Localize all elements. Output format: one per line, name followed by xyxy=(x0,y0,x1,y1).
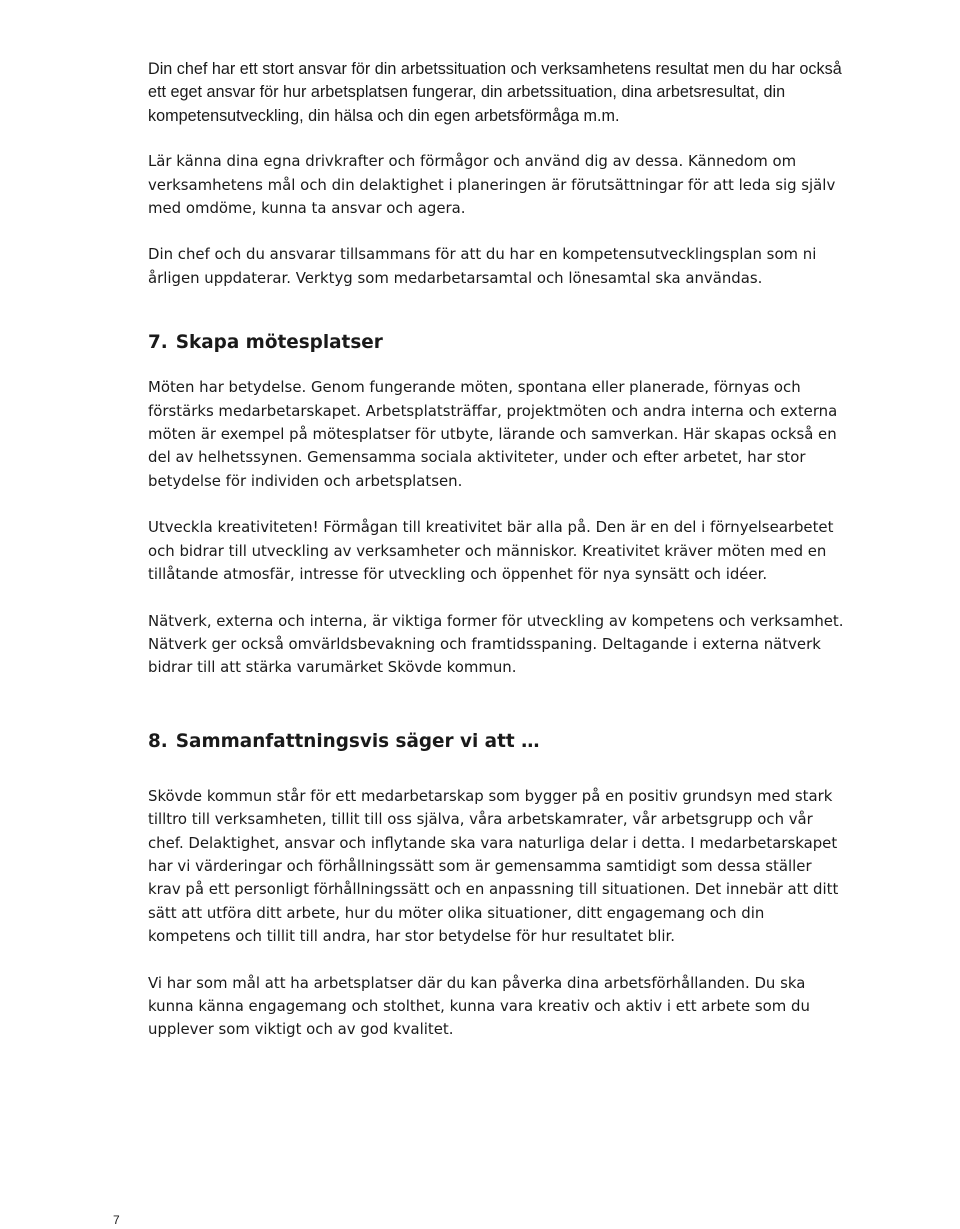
section-number: 7. xyxy=(148,332,168,354)
section-heading-8 xyxy=(148,730,848,754)
paragraph-summary: Skövde kommun står för ett medarbetarskap som bygger på en positiv grundsyn med stark tilltro till verksamheten, tillit till oss själva, våra arbetskamrater, vår arbetsgrupp och vår chef. Delaktighet, ansvar och inflytande ska vara naturliga delar i detta. I medarbetarskapet har vi värderingar och förhållningssätt som är gemensamma samtidigt som dessa ställer krav på ett personligt förhållningssätt och en anpassning till situationen. Det innebär att ditt sätt att utföra ditt arbete, hur du möter olika situationer, ditt engagemang och din kompetens och tillit till andra, har stor betydelse för hur resultatet blir. xyxy=(148,786,839,946)
paragraph-development-plan: Din chef och du ansvarar tillsammans för att du har en kompetensutvecklingsplan som ni årligen uppdaterar. Verktyg som medarbetarsamtal och lönesamtal ska användas. xyxy=(148,245,817,287)
paragraph-creativity: Utveckla kreativiteten! Förmågan till kreativitet bär alla på. Den är en del i förnyelsearbetet och bidrar till utveckling av verksamheter och människor. Kreativitet kräver möten med en tillåtande atmosfär, intresse för utveckling och öppenhet för nya synsätt och idéer. xyxy=(148,518,834,584)
section-heading-7 xyxy=(148,331,848,355)
paragraph-drivers: Lär känna dina egna drivkrafter och förmågor och använd dig av dessa. Kännedom om verksamhetens mål och din delaktighet i planeringen är förutsättningar för att leda sig själv med omdöme, kunna ta ansvar och agera. xyxy=(148,152,836,218)
section-title: Sammanfattningsvis säger vi att … xyxy=(175,730,540,752)
document-page xyxy=(148,58,848,1042)
paragraph-networks: Nätverk, externa och interna, är viktiga former för utveckling av kompetens och verksamhet. Nätverk ger också omvärldsbevakning och framtidsspaning. Deltagande i externa nätverk bidrar till att stärka varumärket Skövde kommun. xyxy=(148,611,844,677)
section-title: Skapa mötesplatser xyxy=(175,332,383,354)
section-number: 8. xyxy=(148,730,168,752)
paragraph-goal: Vi har som mål att ha arbetsplatser där du kan påverka dina arbetsförhållanden. Du ska kunna känna engagemang och stolthet, kunna vara kreativ och aktiv i ett arbete som du upplever som viktigt och av god kvalitet. xyxy=(148,973,810,1039)
paragraph-meetings: Möten har betydelse. Genom fungerande möten, spontana eller planerade, förnyas och förstärks medarbetarskapet. Arbetsplatsträffar, projektmöten och andra interna och externa möten är exempel på mötesplatser för utbyte, lärande och samverkan. Här skapas också en del av helhetssynen. Gemensamma sociala aktiviteter, under och efter arbetet, har stor betydelse för individen och arbetsplatsen. xyxy=(148,378,838,490)
page-number: 7 xyxy=(113,1213,120,1227)
paragraph-responsibility: Din chef har ett stort ansvar för din arbetssituation och verksamhetens resultat men du har också ett eget ansvar för hur arbetsplatsen fungerar, din arbetssituation, dina arbetsresultat, din kompetensutveckling, din hälsa och din egen arbetsförmåga m.m. xyxy=(148,60,842,125)
